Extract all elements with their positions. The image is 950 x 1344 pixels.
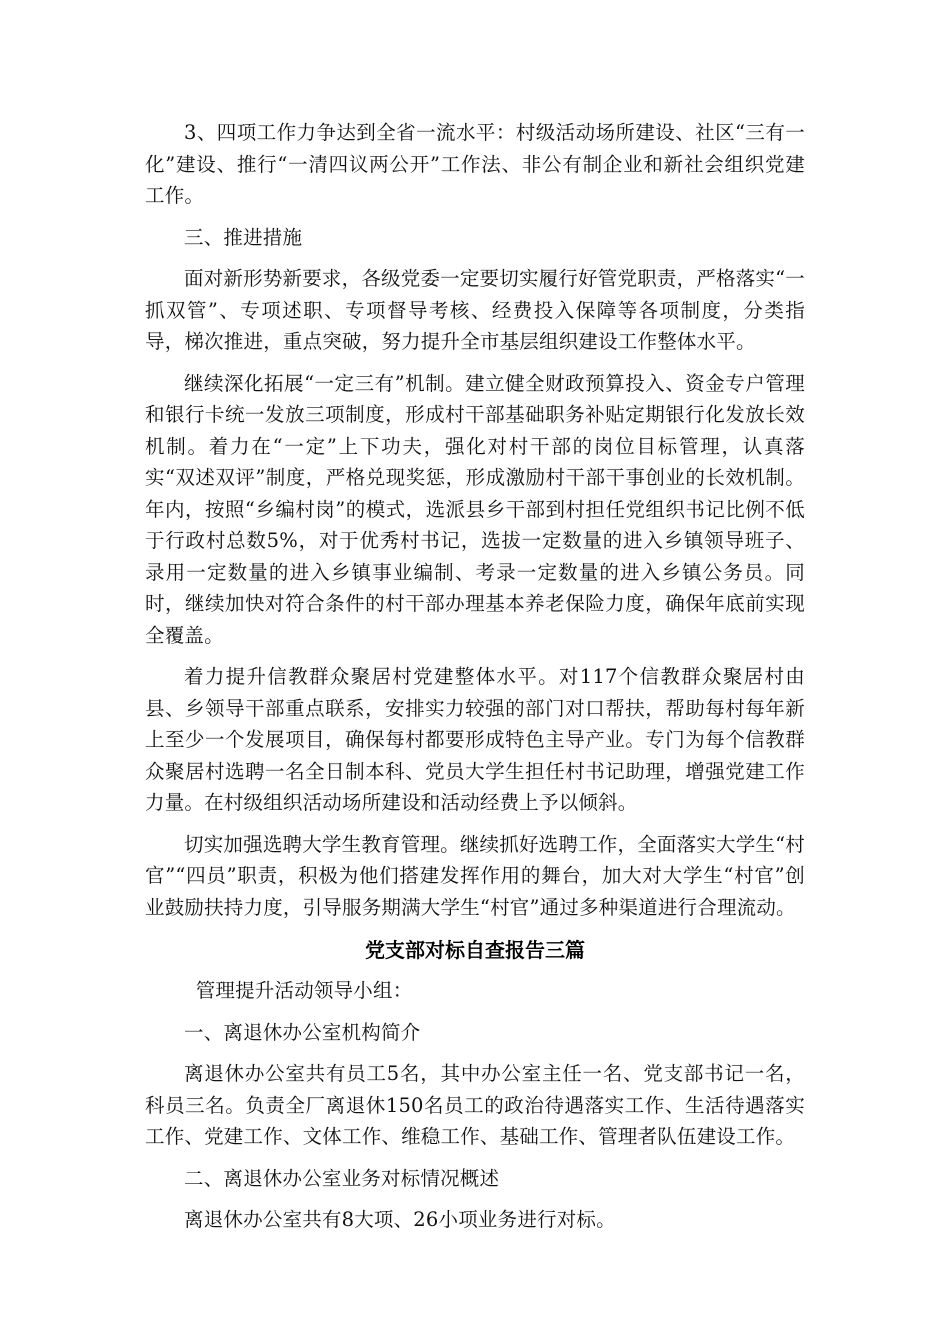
paragraph-leading-group: 管理提升活动领导小组：: [195, 979, 413, 1002]
document-body: [145, 117, 805, 1246]
paragraph-benchmark-overview: 离退休办公室共有8大项、26小项业务进行对标。: [184, 1208, 616, 1231]
paragraph-mechanism: 继续深化拓展“一定三有”机制。建立健全财政预算投入、资金专户管理和银行卡统一发放三项制度，形成村干部基础职务补贴定期银行化发放长效机制。着力在“一定”上下功夫，强化对村干部的岗位目标管理，认真落实“双述双评”制度，严格兑现奖惩，形成激励村干部干事创业的长效机制。年内，按照“乡编村岗”的模式，选派县乡干部到村担任党组织书记比例不低于行政村总数5%，对于优秀村书记，选拔一定数量的进入乡镇领导班子、录用一定数量的进入乡镇事业编制、考录一定数量的进入乡镇公务员。同时，继续加快对符合条件的村干部办理基本养老保险力度，确保年底前实现全覆盖。: [145, 371, 805, 647]
heading-office-intro: 一、离退休办公室机构简介: [184, 1020, 421, 1044]
heading-benchmark-overview: 二、离退休办公室业务对标情况概述: [184, 1166, 500, 1190]
paragraph-religious-villages: 着力提升信教群众聚居村党建整体水平。对117个信教群众聚居村由县、乡领导干部重点联系，安排实力较强的部门对口帮扶，帮助每村每年新上至少一个发展项目，确保每村都要形成特色主导产业。专门为每个信教群众聚居村选聘一名全日制本科、党员大学生担任村书记助理，增强党建工作力量。在村级组织活动场所建设和活动经费上予以倾斜。: [145, 665, 805, 814]
paragraph-goal-3: 3、四项工作力争达到全省一流水平：村级活动场所建设、社区“三有一化”建设、推行“一清四议两公开”工作法、非公有制企业和新社会组织党建工作。: [145, 121, 805, 207]
report-title: 党支部对标自查报告三篇: [365, 938, 585, 962]
paragraph-office-intro: 离退休办公室共有员工5名，其中办公室主任一名、党支部书记一名，科员三名。负责全厂离退休150名员工的政治待遇落实工作、生活待遇落实工作、党建工作、文体工作、维稳工作、基础工作、管理者队伍建设工作。: [145, 1062, 805, 1148]
heading-measures: 三、推进措施: [184, 225, 303, 249]
paragraph-measures-intro: 面对新形势新要求，各级党委一定要切实履行好管党职责，严格落实“一抓双管”、专项述职、专项督导考核、经费投入保障等各项制度，分类指导，梯次推进，重点突破，努力提升全市基层组织建设工作整体水平。: [145, 267, 805, 353]
paragraph-college-officials: 切实加强选聘大学生教育管理。继续抓好选聘工作，全面落实大学生“村官”“四员”职责，积极为他们搭建发挥作用的舞台，加大对大学生“村官”创业鼓励扶持力度，引导服务期满大学生“村官”通过多种渠道进行合理流动。: [145, 832, 805, 919]
